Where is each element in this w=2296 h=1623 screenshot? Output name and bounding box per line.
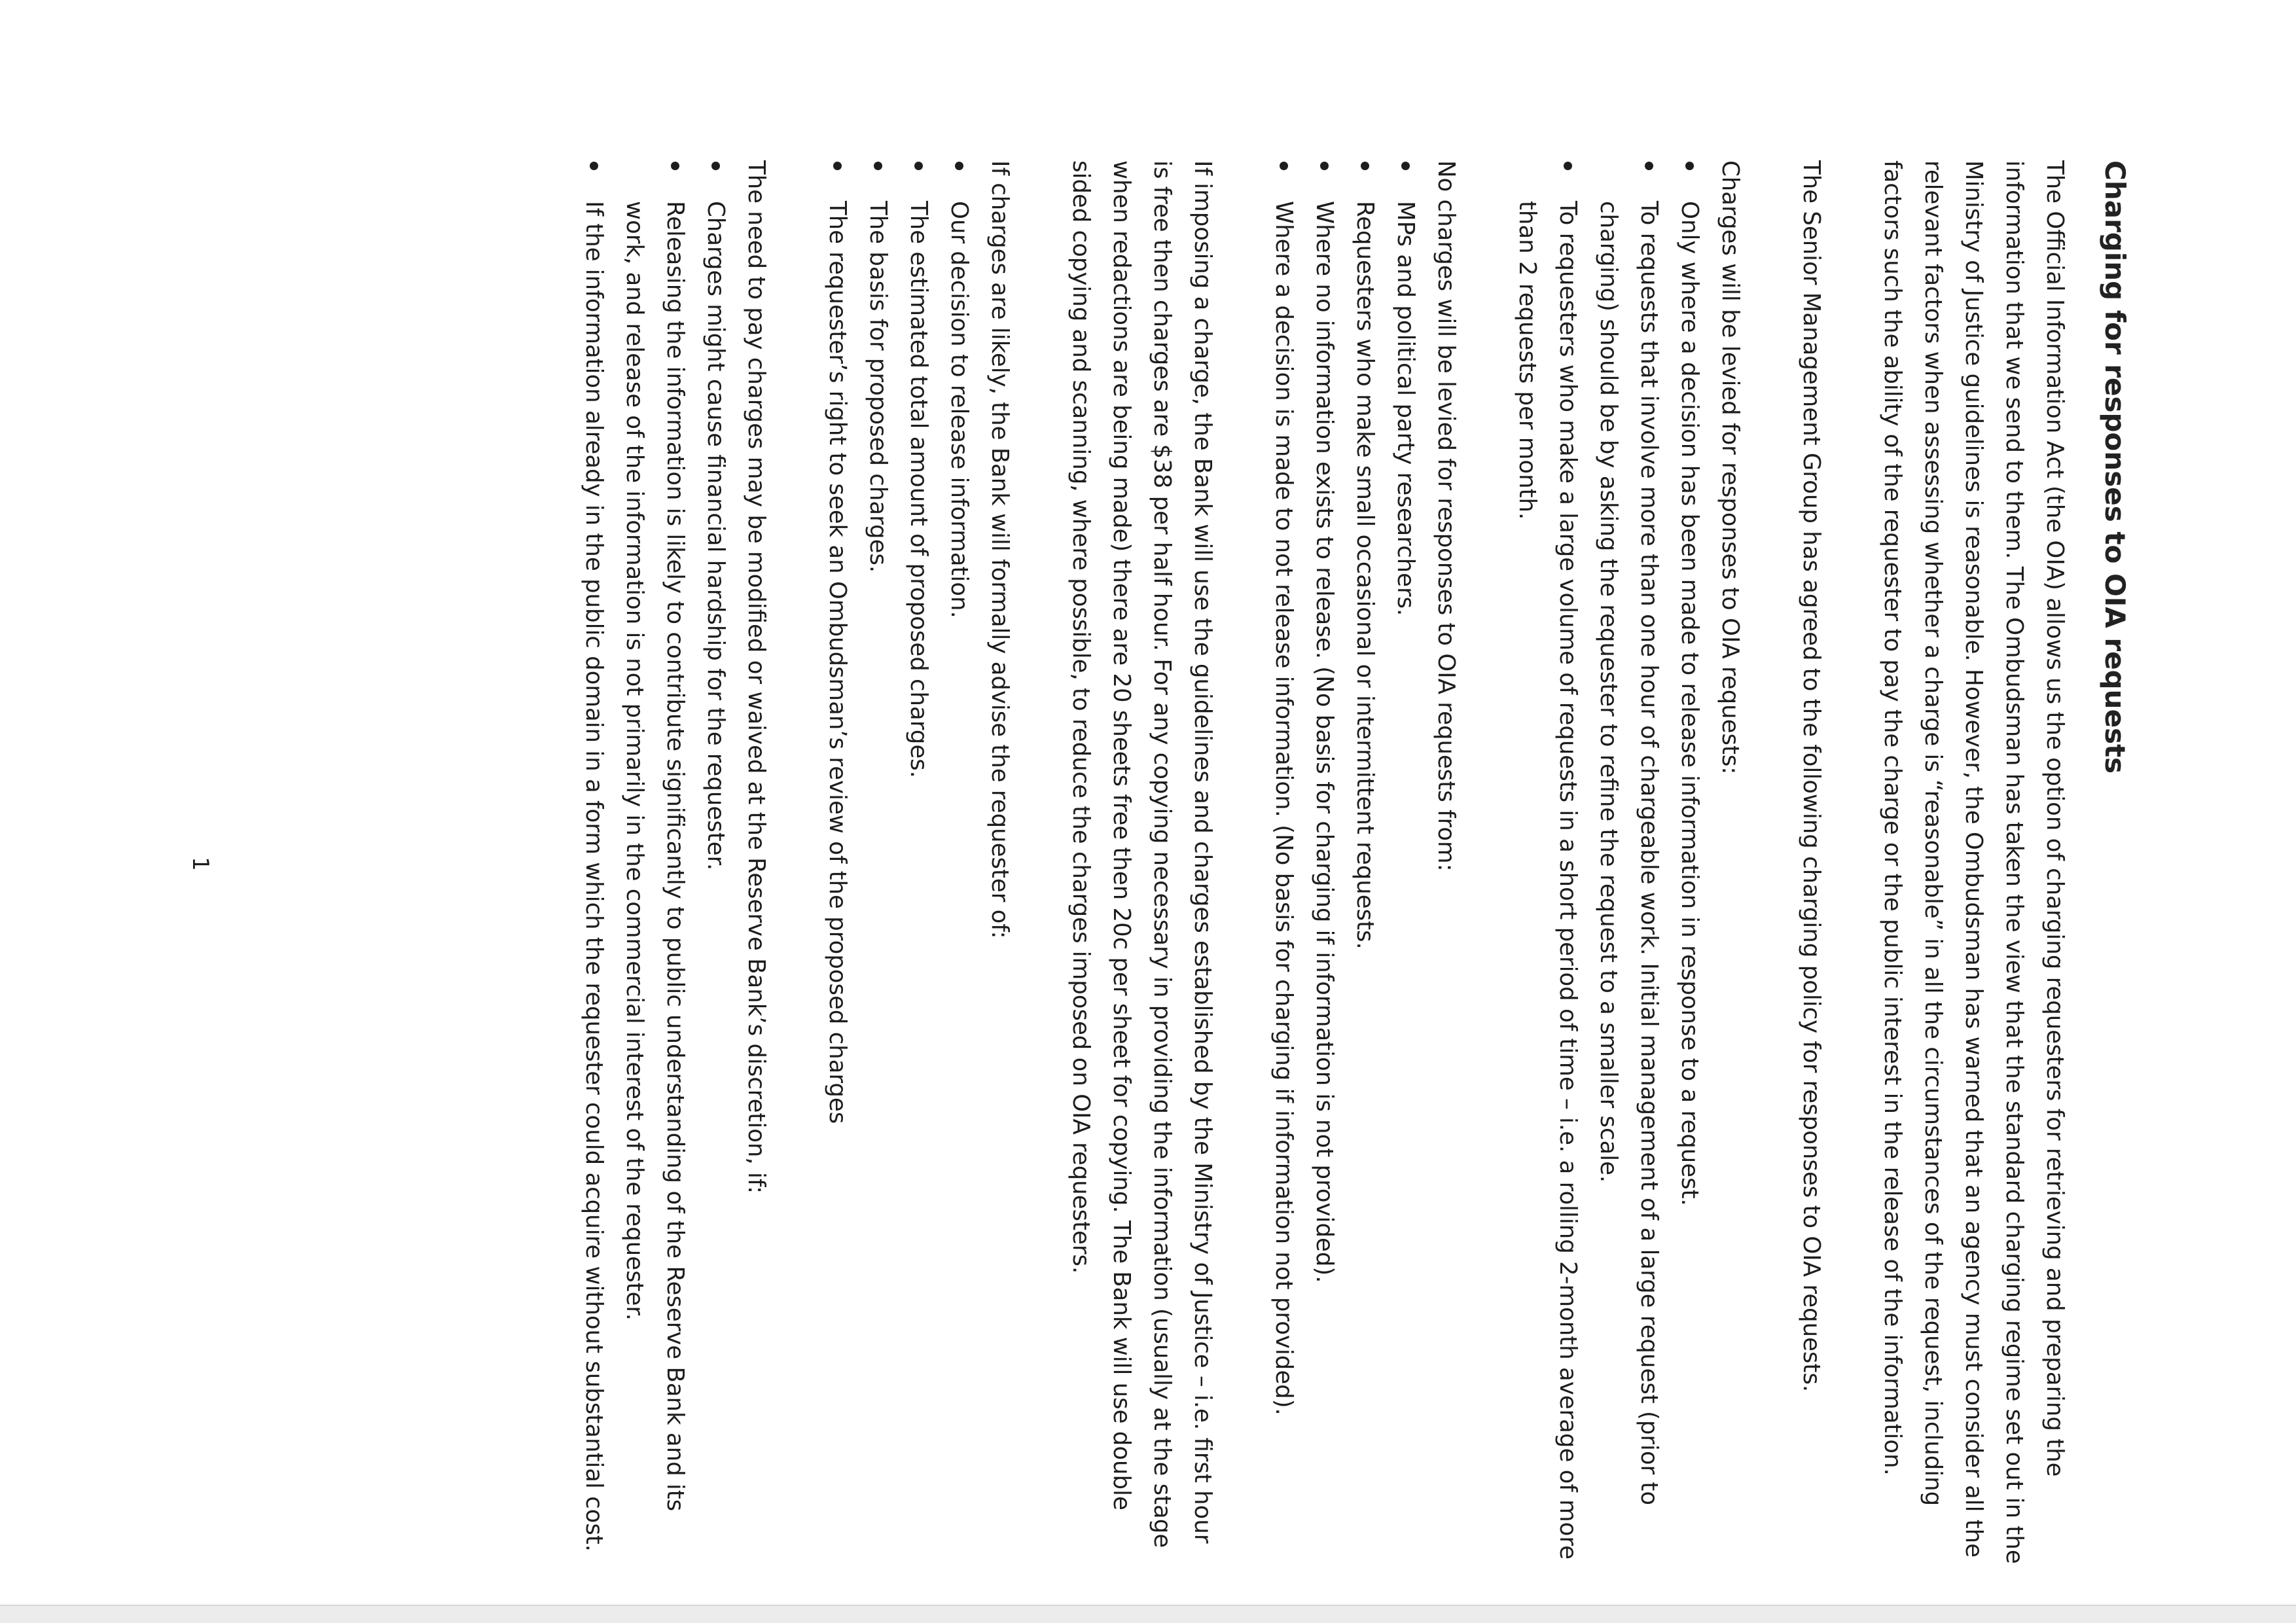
charges-levied-intro: Charges will be levied for responses to OIA requests: xyxy=(1717,160,1744,775)
list-item: If the information already in the public domain in a form which the requester could acquire without substantial cost. xyxy=(573,160,614,1567)
list-item: Where a decision is made to not release information. (No basis for charging if information not provided). xyxy=(1263,160,1304,1567)
advise-requester-intro: If charges are likely, the Bank will formally advise the requester of: xyxy=(986,160,1013,939)
list-item: To requesters who make a large volume of requests in a short period of time – i.e. a rolling 2-month average of more than 2 requests per month. xyxy=(1507,160,1588,1567)
list-item: The estimated total amount of proposed charges. xyxy=(898,160,939,1567)
no-charges-intro: No charges will be levied for responses to OIA requests from: xyxy=(1433,160,1460,872)
list-item: Releasing the information is likely to contribute significantly to public understanding of the Reserve Bank and its work, and release of the information is not primarily in the commercial interest of the requester. xyxy=(614,160,695,1567)
list-item: To requests that involve more than one hour of chargeable work. Initial management of a large request (prior to charging) should be by asking the requester to refine the request to a smaller scale. xyxy=(1588,160,1669,1567)
charges-levied-list xyxy=(1507,160,1710,1567)
list-item: The basis for proposed charges. xyxy=(857,160,898,1567)
list-item: Our decision to release information. xyxy=(939,160,979,1567)
no-charges-list xyxy=(1263,160,1426,1567)
list-item: The requester’s right to seek an Ombudsman’s review of the proposed charges xyxy=(817,160,857,1567)
advise-requester-list xyxy=(817,160,979,1567)
document-page xyxy=(187,160,2135,1567)
list-item: Requesters who make small occasional or intermittent requests. xyxy=(1344,160,1385,1567)
scan-bottom-edge xyxy=(0,1605,2296,1623)
list-item: MPs and political party researchers. xyxy=(1385,160,1426,1567)
list-item: Where no information exists to release. (No basis for charging if information is not provided). xyxy=(1304,160,1344,1567)
policy-agreement-paragraph: The Senior Management Group has agreed to the following charging policy for responses to OIA requests. xyxy=(1798,160,1825,1393)
charging-rates-paragraph: If imposing a charge, the Bank will use the guidelines and charges established by the Ministry of Justice – i.e. first hour is free then charges are $38 per half hour. For any copying necessary in providing the information (usually at the stage when redactions are being made) there are 20 sheets free then 20c per sheet for copying. The Bank will use double sided copying and scanning, where possible, to reduce the charges imposed on OIA requesters. xyxy=(1067,160,1216,1548)
document-title: Charging for responses to OIA requests xyxy=(2099,160,2131,774)
waiver-list xyxy=(573,160,736,1567)
list-item: Charges might cause financial hardship for the requester. xyxy=(695,160,736,1567)
list-item: Only where a decision has been made to release information in response to a request. xyxy=(1669,160,1710,1567)
page-number: 1 xyxy=(187,857,213,871)
scan-edge-line xyxy=(0,1605,2296,1606)
intro-paragraph: The Official Information Act (the OIA) allows us the option of charging requesters for retrieving and preparing the information that we send to them. The Ombudsman has taken the view that the standard charging regime set out in the Ministry of Justice guidelines is reasonable. However, the Ombudsman has warned that an agency must consider all the relevant factors when assessing whether a charge is “reasonable” in all the circumstances of the request, including factors such the ability of the requester to pay the charge or the public interest in the release of the information. xyxy=(1879,160,2068,1564)
waiver-intro: The need to pay charges may be modified or waived at the Reserve Bank’s discretion, if: xyxy=(743,160,770,1194)
